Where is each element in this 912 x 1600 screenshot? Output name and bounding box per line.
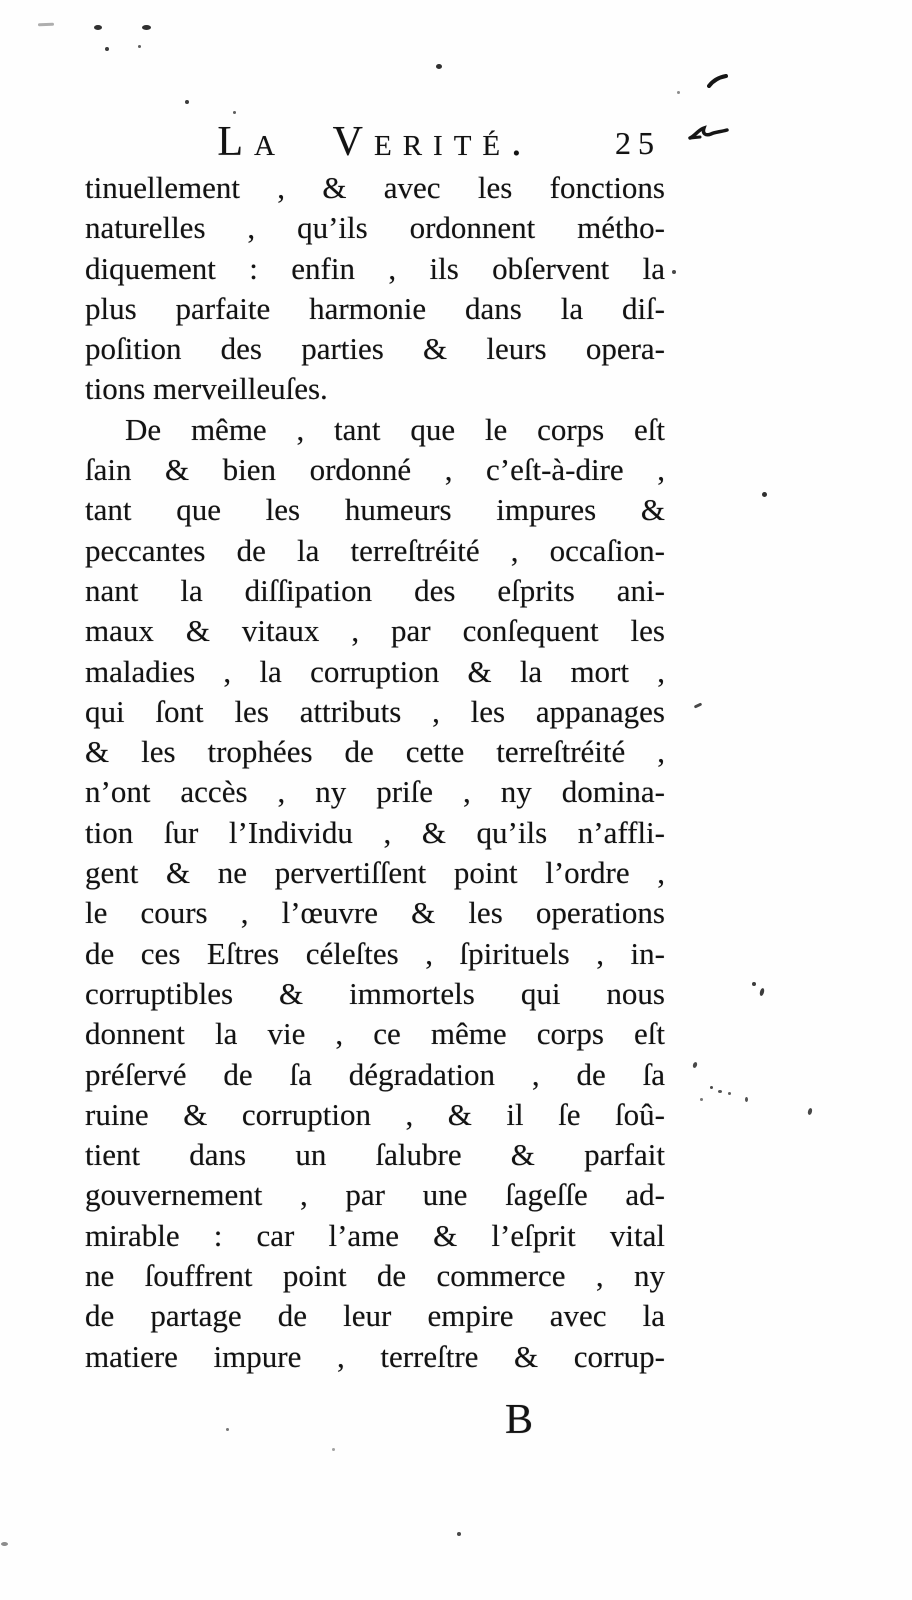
ink-speck [745, 1097, 748, 1102]
text-line: de partage de leur empire avec la [85, 1298, 665, 1334]
ink-speck [1, 1542, 8, 1546]
ink-speck [672, 270, 676, 274]
text-line: gent & ne pervertiſſent point l’ordre , [85, 855, 665, 891]
ink-speck [185, 100, 189, 104]
ink-speck [694, 702, 703, 708]
ink-speck [233, 111, 236, 114]
text-line: maladies , la corruption & la mort , [85, 653, 665, 689]
ink-speck [700, 1098, 703, 1101]
ink-speck [226, 1428, 229, 1431]
text-line: plus parfaite harmonie dans la diſ- [85, 290, 665, 326]
text-line: qui ſont les attributs , les appanages [85, 693, 665, 729]
text-line: tions merveilleuſes. [85, 371, 328, 407]
text-line: naturelles , qu’ils ordonnent métho- [85, 210, 665, 246]
pen-mark-slash-icon [707, 74, 729, 88]
text-line: n’ont accès , ny priſe , ny domina- [85, 774, 665, 810]
ink-speck [436, 64, 442, 69]
ink-speck [692, 1061, 698, 1068]
text-line: tinuellement , & avec les fonctions [85, 170, 665, 205]
page-number: 25 [615, 125, 661, 161]
ink-speck [718, 1090, 722, 1093]
running-title: La Verité. [217, 119, 533, 165]
ink-speck [94, 25, 102, 30]
text-line: De même , tant que le corps eſt [125, 411, 665, 447]
page-header [85, 118, 665, 174]
text-line: gouvernement , par une ſageſſe ad- [85, 1177, 665, 1213]
text-line: de ces Eſtres céleſtes , ſpirituels , in- [85, 935, 665, 971]
text-line: maux & vitaux , par conſequent les [85, 613, 665, 649]
ink-speck [710, 1086, 713, 1089]
ink-speck [759, 988, 765, 997]
text-line: mirable : car l’ame & l’eſprit vital [85, 1217, 665, 1253]
ink-speck [332, 1448, 335, 1451]
ink-speck [762, 492, 767, 497]
text-line: donnent la vie , ce même corps eſt [85, 1016, 665, 1052]
text-line: tient dans un ſalubre & parfait [85, 1137, 665, 1173]
pen-mark-squiggle-icon [688, 122, 730, 142]
text-line: tion ſur l’Individu , & qu’ils n’affli- [85, 814, 665, 850]
body-text [85, 168, 665, 1377]
ink-speck [457, 1532, 461, 1536]
ink-speck [38, 23, 54, 27]
ink-speck [728, 1092, 731, 1095]
ink-speck [807, 1108, 813, 1116]
ink-speck [138, 45, 141, 48]
text-line: préſervé de ſa dégradation , de ſa [85, 1056, 665, 1092]
text-line: diquement : enfin , ils obſervent la [85, 250, 665, 286]
text-line: poſition des parties & leurs opera- [85, 331, 665, 367]
text-line: le cours , l’œuvre & les operations [85, 895, 665, 931]
text-line: ruine & corruption , & il ſe ſoû- [85, 1096, 665, 1132]
signature-mark: B [505, 1397, 534, 1443]
text-line: peccantes de la terreſtréité , occaſion- [85, 532, 665, 568]
ink-speck [105, 47, 109, 51]
text-line: matiere impure , terreſtre & corrup- [85, 1338, 665, 1374]
text-line: ſain & bien ordonné , c’eſt-à-dire , [85, 452, 665, 488]
ink-speck [142, 25, 151, 30]
text-line: ne ſouffrent point de commerce , ny [85, 1258, 665, 1294]
text-line: & les trophées de cette terreſtréité , [85, 734, 665, 770]
text-line: corruptibles & immortels qui nous [85, 975, 665, 1011]
text-line: nant la diſſipation des eſprits ani- [85, 572, 665, 608]
text-line: tant que les humeurs impures & [85, 492, 665, 528]
ink-speck [677, 91, 680, 94]
ink-speck [752, 982, 756, 986]
